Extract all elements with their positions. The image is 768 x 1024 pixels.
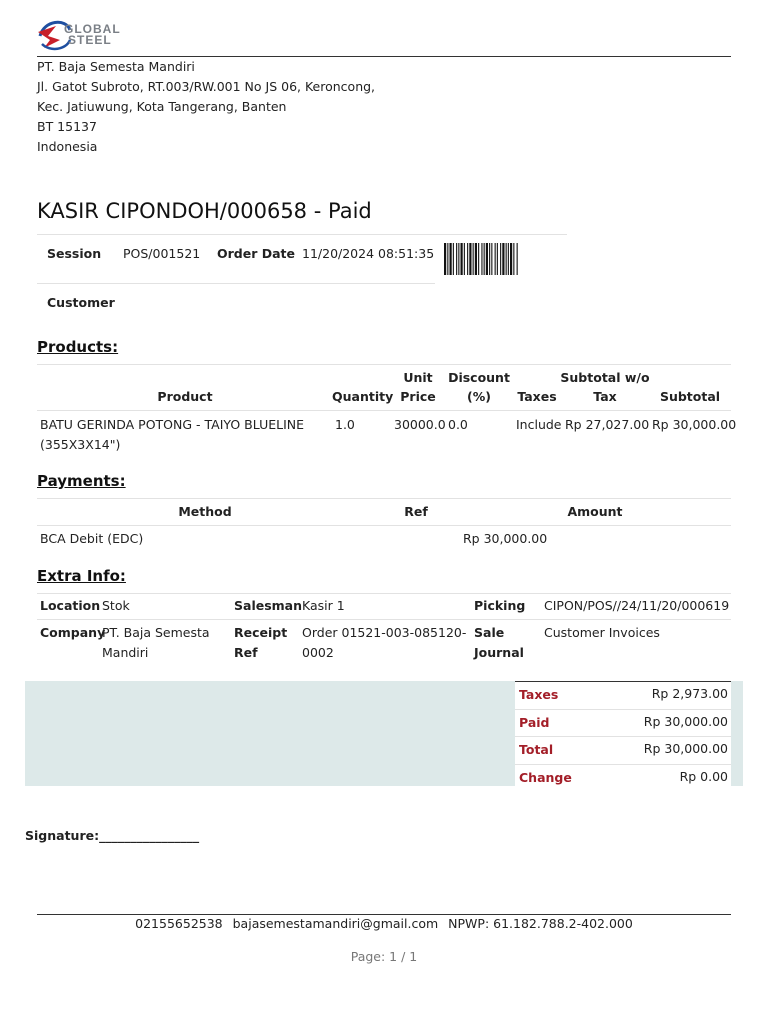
col-unit-price: Unit Price — [400, 370, 436, 404]
info-divider — [37, 283, 435, 284]
sale-journal-label: Sale Journal — [474, 625, 524, 660]
change-row — [515, 764, 731, 792]
session-value: POS/001521 — [123, 246, 201, 261]
location-value: Stok — [102, 598, 130, 613]
product-discount: 0.0 — [448, 417, 468, 432]
product-name: BATU GERINDA POTONG - TAIYO BLUELINE (355X3X14") — [40, 417, 305, 452]
footer-phone: 02155652538 — [135, 916, 223, 931]
col-discount: Discount (%) — [448, 370, 510, 404]
info-divider — [37, 234, 567, 235]
picking-value: CIPON/POS//24/11/20/000619 — [544, 598, 730, 613]
address-line: Kec. Jatiuwung, Kota Tangerang, Banten — [37, 99, 287, 114]
address-line: Indonesia — [37, 139, 98, 154]
table-divider — [37, 525, 731, 526]
company-name: PT. Baja Semesta Mandiri — [37, 59, 195, 74]
total-row — [515, 736, 731, 764]
payment-amount: Rp 30,000.00 — [463, 531, 548, 546]
payment-method: BCA Debit (EDC) — [40, 531, 144, 546]
location-label: Location — [40, 598, 101, 613]
taxes-value: Rp 2,973.00 — [651, 686, 728, 701]
footer-npwp: NPWP: 61.182.788.2-402.000 — [448, 916, 633, 931]
order-date-value: 11/20/2024 08:51:35 — [302, 246, 435, 261]
barcode-icon — [444, 243, 560, 275]
receipt-ref-value: Order 01521-003-085120- 0002 — [302, 625, 467, 660]
picking-label: Picking — [474, 598, 526, 613]
total-value: Rp 30,000.00 — [643, 741, 728, 756]
product-taxes: Include — [516, 417, 562, 432]
sale-journal-value: Customer Invoices — [544, 625, 660, 640]
table-divider — [37, 364, 731, 365]
company-label: Company — [40, 625, 106, 640]
paid-value: Rp 30,000.00 — [643, 713, 728, 729]
col-taxes: Taxes — [517, 389, 557, 404]
col-ref: Ref — [404, 504, 428, 519]
change-value: Rp 0.00 — [679, 768, 728, 784]
col-quantity: Quantity — [332, 389, 394, 404]
footer-email: bajasemestamandiri@gmail.com — [232, 916, 439, 931]
product-subtotal-wo-tax: Rp 27,027.00 — [565, 417, 650, 432]
receipt-ref-label: Receipt Ref — [234, 625, 288, 660]
signature-line: Signature:________________ — [25, 828, 200, 843]
total-label: Total — [519, 742, 554, 757]
change-label: Change — [519, 769, 572, 785]
col-subtotal-wo-tax: Subtotal w/o Tax — [560, 370, 650, 404]
product-unit-price: 30000.0 — [394, 417, 446, 432]
salesman-label: Salesman — [234, 598, 302, 613]
table-divider — [37, 593, 731, 594]
logo-wordmark: GLOBAL STEEL — [64, 22, 121, 47]
footer-divider — [37, 914, 731, 915]
product-quantity: 1.0 — [335, 417, 355, 432]
address-line: Jl. Gatot Subroto, RT.003/RW.001 No JS 06, Keroncong, — [37, 79, 376, 94]
customer-label: Customer — [47, 295, 115, 310]
extra-info-heading: Extra Info: — [37, 567, 126, 585]
address-line: BT 15137 — [37, 119, 97, 134]
payments-heading: Payments: — [37, 472, 126, 490]
products-heading: Products: — [37, 338, 119, 356]
totals-table — [515, 681, 731, 791]
receipt-title: KASIR CIPONDOH/000658 - Paid — [37, 199, 372, 223]
session-label: Session — [47, 246, 102, 261]
company-address — [37, 57, 375, 157]
taxes-label: Taxes — [519, 687, 559, 702]
taxes-row — [515, 681, 731, 709]
col-product: Product — [157, 389, 213, 404]
company-logo — [36, 14, 136, 54]
col-amount: Amount — [567, 504, 623, 519]
col-subtotal: Subtotal — [659, 389, 721, 404]
table-divider — [37, 498, 731, 499]
footer-contact — [37, 916, 731, 931]
table-divider — [37, 619, 731, 620]
paid-row — [515, 709, 731, 737]
order-date-label: Order Date — [217, 246, 295, 261]
salesman-value: Kasir 1 — [302, 598, 345, 613]
company-value: PT. Baja Semesta Mandiri — [102, 625, 210, 660]
table-divider — [37, 410, 731, 411]
col-method: Method — [178, 504, 232, 519]
product-subtotal: Rp 30,000.00 — [652, 417, 737, 432]
paid-label: Paid — [519, 714, 550, 730]
page-number: Page: 1 / 1 — [350, 949, 418, 964]
